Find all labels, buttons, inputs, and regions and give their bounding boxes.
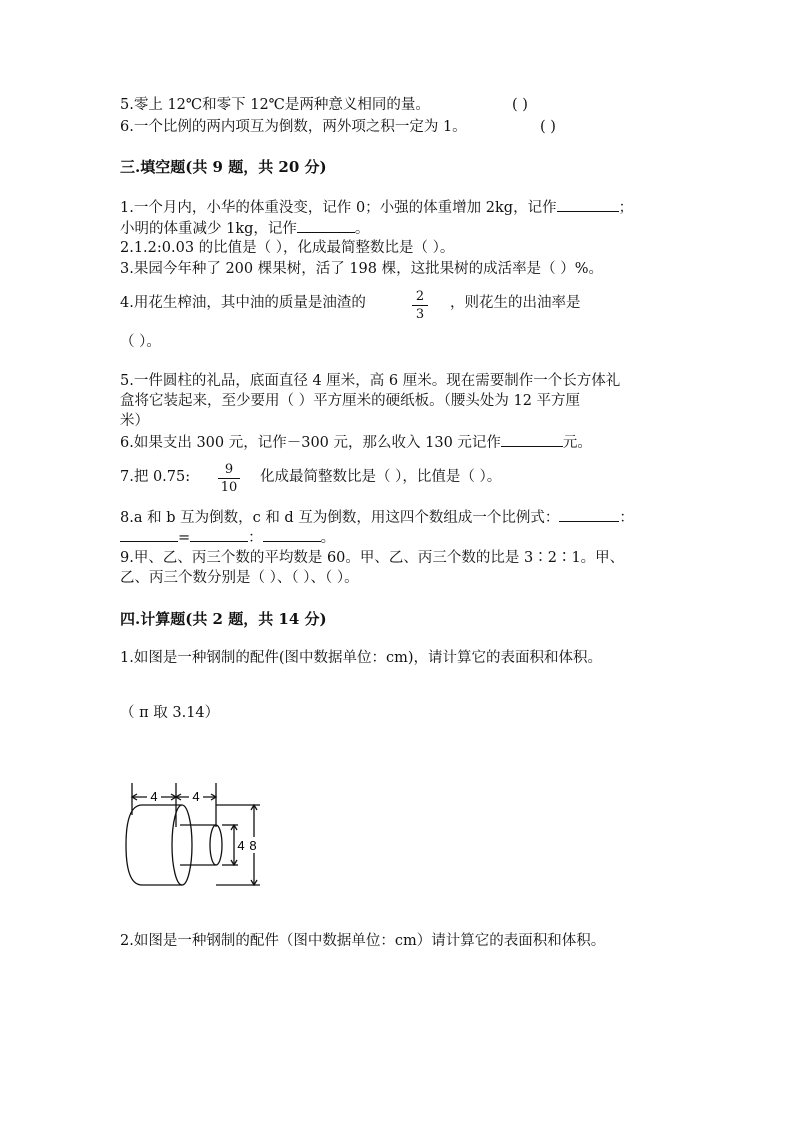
dim-label-left: 4: [150, 789, 158, 804]
dim-label-outer: 8: [249, 838, 257, 853]
judge-question-5: 5.零上 12℃和零下 12℃是两种意义相同的量。 ( ): [120, 97, 528, 113]
fill-question-5-line2: 盒将它装起来，至少要用（ ）平方厘米的硬纸板。（腰头处为 12 平方厘: [120, 393, 581, 409]
answer-paren: ( ): [512, 97, 528, 113]
answer-blank: [120, 527, 178, 542]
fill-question-9-line2: 乙、丙三个数分别是（ ）、（ ）、（ ）。: [120, 570, 359, 586]
fill-question-8-line1: 8.a 和 b 互为倒数，c 和 d 互为倒数，用这四个数组成一个比例式： ：: [120, 507, 634, 528]
fill-question-4: 4.用花生榨油，其中油的质量是油渣的 ，则花生的出油率是: [120, 295, 581, 311]
fill-question-1-line1: 1.一个月内，小华的体重没变，记作 0；小强的体重增加 2kg，记作 ；: [120, 197, 633, 218]
fill-question-5-line3: 米）: [120, 413, 149, 429]
section-heading-calculation: 四.计算题(共 2 题，共 14 分): [120, 610, 327, 628]
pi-note: （ π 取 3.14）: [120, 705, 220, 721]
fill-question-1-line2: 小明的体重减少 1kg，记作 。: [120, 218, 369, 239]
fill-question-9-line1: 9.甲、乙、丙三个数的平均数是 60。甲、乙、丙三个数的比是 3∶2∶1。甲、: [120, 550, 625, 566]
calc-question-2: 2.如图是一种钢制的配件（图中数据单位：cm）请计算它的表面积和体积。: [120, 933, 606, 949]
answer-blank: [263, 527, 321, 542]
fraction-nine-tenths: 9 10: [218, 462, 240, 495]
fill-question-8-line2: = ： 。: [120, 527, 335, 548]
fraction-two-thirds: 2 3: [412, 289, 428, 322]
dim-label-right: 4: [192, 789, 200, 804]
fill-question-2: 2.1.2:0.03 的比值是（ ），化成最简整数比是（ ）。: [120, 240, 455, 256]
dim-label-inner: 4: [237, 838, 245, 853]
fill-question-3: 3.果园今年种了 200 棵果树，活了 198 棵，这批果树的成活率是（ ）%。: [120, 261, 604, 277]
fill-question-5-line1: 5.一件圆柱的礼品，底面直径 4 厘米，高 6 厘米。现在需要制作一个长方体礼: [120, 373, 621, 389]
calc-question-1: 1.如图是一种钢制的配件(图中数据单位：cm)，请计算它的表面积和体积。: [120, 650, 603, 666]
answer-blank: [190, 527, 248, 542]
answer-blank: [559, 507, 619, 522]
answer-blank: [501, 432, 563, 447]
steel-part-figure: [120, 775, 270, 890]
answer-blank: [557, 197, 619, 212]
section-heading-fill-blank: 三.填空题(共 9 题，共 20 分): [120, 158, 327, 176]
fill-question-6: 6.如果支出 300 元，记作－300 元，那么收入 130 元记作 元。: [120, 432, 592, 453]
answer-blank: [297, 218, 355, 233]
answer-paren: ( ): [540, 119, 556, 135]
fill-question-4-answer: （ ）。: [120, 334, 161, 350]
judge-question-6: 6.一个比例的两内项互为倒数，两外项之积一定为 1。 ( ): [120, 119, 556, 135]
fill-question-7: 7.把 0.75: 化成最简整数比是（ ），比值是（ ）。: [120, 469, 502, 485]
